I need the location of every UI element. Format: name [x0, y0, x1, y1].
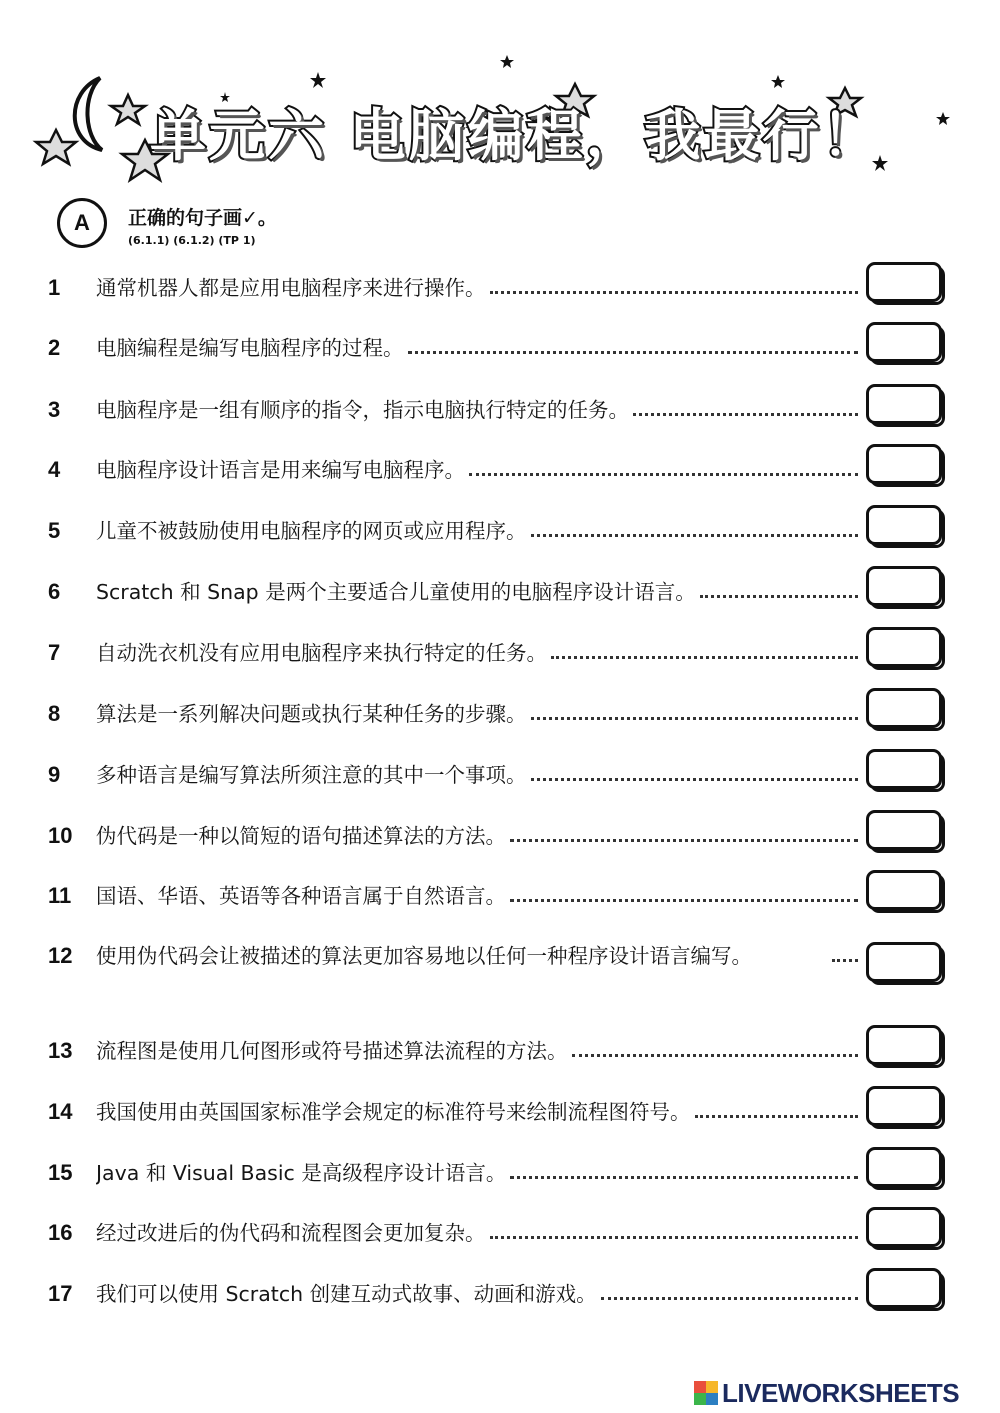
answer-box[interactable]: [866, 810, 942, 850]
liveworksheets-logo: [694, 1378, 959, 1408]
answer-box[interactable]: [866, 627, 942, 667]
dot-leader: [510, 899, 858, 902]
question-row: [0, 1021, 1000, 1081]
dot-leader: [551, 656, 858, 659]
answer-box[interactable]: [866, 384, 942, 424]
question-text: [96, 517, 858, 545]
question-number: 16: [48, 1220, 73, 1245]
question-statement: 自动洗衣机没有应用电脑程序来执行特定的任务。: [96, 641, 547, 665]
dot-leader: [700, 595, 858, 598]
question-row: [0, 318, 1000, 378]
question-number: 17: [48, 1281, 73, 1306]
question-text: [96, 1098, 858, 1126]
section-instruction: 正确的句子画✓。: [128, 207, 277, 229]
question-row: [0, 745, 1000, 805]
question-statement: 流程图是使用几何图形或符号描述算法流程的方法。: [96, 1039, 568, 1063]
dot-leader: [510, 839, 858, 842]
dot-leader: [601, 1297, 858, 1300]
question-text: [96, 274, 858, 302]
question-statement: 伪代码是一种以简短的语句描述算法的方法。: [96, 824, 506, 848]
question-text: [96, 942, 824, 970]
question-text: [96, 1280, 858, 1308]
question-statement: 经过改进后的伪代码和流程图会更加复杂。: [96, 1221, 486, 1245]
dot-leader: [832, 959, 858, 962]
question-row: [0, 501, 1000, 561]
question-statement: 我们可以使用 Scratch 创建互动式故事、动画和游戏。: [96, 1282, 597, 1306]
footer-brand: LIVEWORKSHEETS: [722, 1377, 960, 1408]
question-statement: 通常机器人都是应用电脑程序来进行操作。: [96, 276, 486, 300]
question-number: 10: [48, 823, 73, 848]
question-text: [96, 882, 858, 910]
liveworksheets-logo-icon: [694, 1381, 718, 1405]
question-number: 6: [48, 579, 61, 604]
question-text: [96, 639, 858, 667]
question-number: 12: [48, 943, 73, 968]
dot-leader: [572, 1054, 859, 1057]
question-statement: 我国使用由英国国家标准学会规定的标准符号来绘制流程图符号。: [96, 1100, 691, 1124]
answer-box[interactable]: [866, 505, 942, 545]
question-number: 14: [48, 1099, 73, 1124]
question-row: [0, 380, 1000, 440]
answer-box[interactable]: [866, 749, 942, 789]
question-number: 13: [48, 1038, 73, 1063]
answer-box[interactable]: [866, 942, 942, 982]
dot-leader: [408, 351, 859, 354]
question-row: [0, 1143, 1000, 1203]
dot-leader: [695, 1115, 859, 1118]
page-title: 单元六 电脑编程，我最行！: [150, 104, 881, 169]
section-badge: A: [57, 198, 107, 248]
question-text: [96, 1159, 858, 1187]
question-row: [0, 1264, 1000, 1324]
question-number: 15: [48, 1160, 73, 1185]
dot-leader: [490, 1236, 859, 1239]
question-number: 2: [48, 335, 61, 360]
dot-leader: [633, 413, 858, 416]
question-text: [96, 456, 858, 484]
dot-leader: [469, 473, 858, 476]
question-number: 5: [48, 518, 61, 543]
question-number: 8: [48, 701, 61, 726]
question-statement: 儿童不被鼓励使用电脑程序的网页或应用程序。: [96, 519, 527, 543]
answer-box[interactable]: [866, 688, 942, 728]
question-statement: 电脑程序是一组有顺序的指令，指示电脑执行特定的任务。: [96, 398, 629, 422]
answer-box[interactable]: [866, 444, 942, 484]
question-number: 9: [48, 762, 61, 787]
question-statement: 使用伪代码会让被描述的算法更加容易地以任何一种程序设计语言编写。: [96, 944, 752, 968]
question-number: 7: [48, 640, 61, 665]
answer-box[interactable]: [866, 566, 942, 606]
question-number: 4: [48, 457, 61, 482]
dot-leader: [531, 778, 859, 781]
answer-box[interactable]: [866, 262, 942, 302]
question-text: [96, 761, 858, 789]
section-standard-code: (6.1.1) (6.1.2) (TP 1): [128, 234, 256, 247]
question-row: [0, 562, 1000, 622]
question-number: 11: [48, 883, 72, 908]
dot-leader: [510, 1176, 858, 1179]
question-text: [96, 822, 858, 850]
dot-leader: [531, 717, 859, 720]
question-text: [96, 334, 858, 362]
question-statement: 电脑编程是编写电脑程序的过程。: [96, 336, 404, 360]
question-row: [0, 1082, 1000, 1142]
question-text: [96, 396, 858, 424]
answer-box[interactable]: [866, 1268, 942, 1308]
question-statement: 国语、华语、英语等各种语言属于自然语言。: [96, 884, 506, 908]
question-row: [0, 258, 1000, 318]
question-text: [96, 1219, 858, 1247]
dot-leader: [490, 291, 859, 294]
question-row: [0, 1203, 1000, 1263]
question-statement: Java 和 Visual Basic 是高级程序设计语言。: [96, 1161, 507, 1185]
answer-box[interactable]: [866, 322, 942, 362]
question-row: [0, 684, 1000, 744]
question-row: [0, 440, 1000, 500]
question-row: [0, 806, 1000, 866]
question-row: [0, 940, 1000, 1000]
question-row: [0, 623, 1000, 683]
answer-box[interactable]: [866, 1207, 942, 1247]
question-row: [0, 866, 1000, 926]
question-number: 1: [48, 275, 61, 300]
question-statement: 多种语言是编写算法所须注意的其中一个事项。: [96, 763, 527, 787]
question-number: 3: [48, 397, 61, 422]
answer-box[interactable]: [866, 1086, 942, 1126]
dot-leader: [531, 534, 859, 537]
worksheet-header: [0, 0, 1000, 200]
question-text: [96, 578, 858, 606]
question-statement: Scratch 和 Snap 是两个主要适合儿童使用的电脑程序设计语言。: [96, 580, 696, 604]
question-statement: 算法是一系列解决问题或执行某种任务的步骤。: [96, 702, 527, 726]
answer-box[interactable]: [866, 1025, 942, 1065]
moon-icon: [75, 78, 102, 150]
question-statement: 电脑程序设计语言是用来编写电脑程序。: [96, 458, 465, 482]
answer-box[interactable]: [866, 870, 942, 910]
question-text: [96, 1037, 858, 1065]
question-text: [96, 700, 858, 728]
answer-box[interactable]: [866, 1147, 942, 1187]
